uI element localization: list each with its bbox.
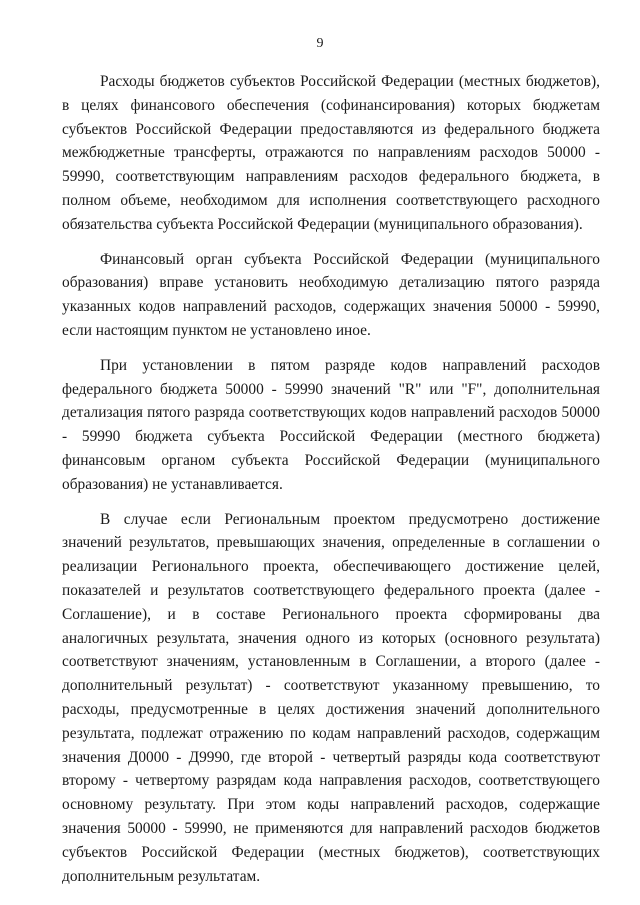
paragraph-interbudget-transfers: Расходы бюджетов субъектов Российской Федерации (местных бюджетов), в целях финансового обеспечения (софинансирования) которых бюджетам субъектов Российской Федерации предоставляются из федерального бюджета межбюджетные трансферты, отражаются по направлениям расходов 50000 - 59990, соответствующим направлениям расходов федерального бюджета, в полном объеме, необходимом для исполнения соответствующего расходного обязательства субъекта Российской Федерации (муниципального образования). bbox=[62, 73, 600, 233]
paragraph-fifth-digit-detail: Финансовый орган субъекта Российской Федерации (муниципального образования) вправе установить необходимую детализацию пятого разряда указанных кодов направлений расходов, содержащих значения 50000 - 59990, если настоящим пунктом не установлено иное. bbox=[62, 250, 600, 339]
paragraph-r-f-values: При установлении в пятом разряде кодов направлений расходов федерального бюджета 50000 - 59990 значений "R" или "F", дополнительная детализация пятого разряда соответствующих кодов направлений расходов 50000 - 59990 бюджета субъекта Российской Федерации (местного бюджета) финансовым органом субъекта Российской Федерации (муниципального образования) не устанавливается. bbox=[62, 356, 600, 493]
page-number: 9 bbox=[316, 36, 324, 51]
paragraph-regional-project-results: В случае если Региональным проектом предусмотрено достижение значений результатов, превышающих значения, определенные в соглашении о реализации Регионального проекта, обеспечивающего достижение целей, показателей и результатов соответствующего федерального проекта (далее - Соглашение), и в составе Регионального проекта сформированы два аналогичных результата, значения одного из которых (основного результата) соответствуют значениям, установленным в Соглашении, а второго (далее - дополнительный результат) - соответствуют указанному превышению, то расходы, предусмотренные в целях достижения значений дополнительного результата, подлежат отражению по кодам направлений расходов, содержащим значения Д0000 - Д9990, где второй - четвертый разряды кода соответствуют второму - четвертому разрядам кода направления расходов, соответствующего основному результату. При этом коды направлений расходов, содержащие значения 50000 - 59990, не применяются для направлений расходов бюджетов субъектов Российской Федерации (местных бюджетов), соответствующих дополнительным результатам. bbox=[62, 510, 600, 885]
document-body bbox=[62, 70, 600, 899]
